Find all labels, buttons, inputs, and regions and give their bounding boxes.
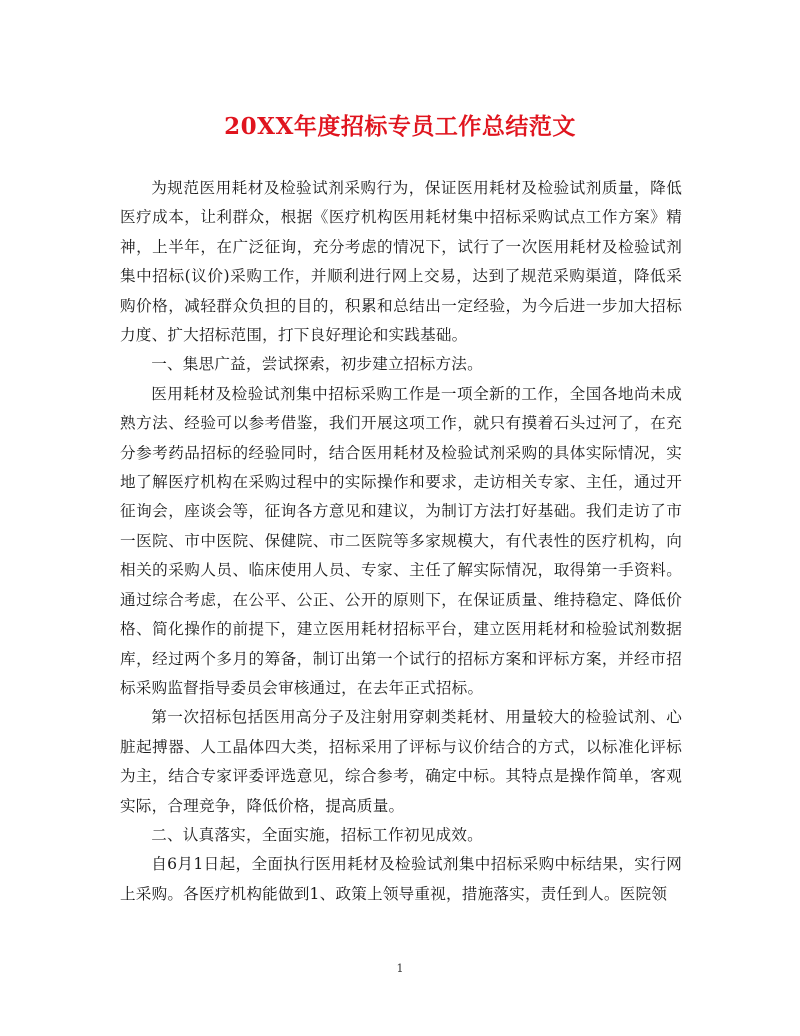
page-number: 1	[396, 962, 404, 975]
section-heading-2: 二、认真落实，全面实施，招标工作初见成效。	[151, 825, 483, 844]
document-body	[120, 174, 682, 909]
paragraph-first-tender: 第一次招标包括医用高分子及注射用穿刺类耗材、用量较大的检验试剂、心脏起搏器、人工晶体四大类，招标采用了评标与议价结合的方式，以标准化评标为主，结合专家评委评选意见，综合参考，确定中标。其特点是操作简单，客观实际，合理竞争，降低价格，提高质量。	[120, 708, 682, 815]
document-title: 20XX年度招标专员工作总结范文	[224, 113, 576, 140]
paragraph-implementation: 自6月1日起，全面执行医用耗材及检验试剂集中招标采购中标结果，实行网上采购。各医疗机构能做到1、政策上领导重视，措施落实，责任到人。医院领	[120, 855, 682, 903]
paragraph-intro: 为规范医用耗材及检验试剂采购行为，保证医用耗材及检验试剂质量，降低医疗成本，让利群众，根据《医疗机构医用耗材集中招标采购试点工作方案》精神，上半年，在广泛征询，充分考虑的情况下，试行了一次医用耗材及检验试剂集中招标(议价)采购工作，并顺利进行网上交易，达到了规范采购渠道，降低采购价格，减轻群众负担的目的，积累和总结出一定经验，为今后进一步加大招标力度、扩大招标范围，打下良好理论和实践基础。	[120, 179, 682, 345]
section-heading-1: 一、集思广益，尝试探索，初步建立招标方法。	[151, 355, 483, 374]
paragraph-method: 医用耗材及检验试剂集中招标采购工作是一项全新的工作，全国各地尚未成熟方法、经验可以参考借鉴，我们开展这项工作，就只有摸着石头过河了，在充分参考药品招标的经验同时，结合医用耗材及检验试剂采购的具体实际情况，实地了解医疗机构在采购过程中的实际操作和要求，走访相关专家、主任，通过开征询会，座谈会等，征询各方意见和建议，为制订方法打好基础。我们走访了市一医院、市中医院、保健院、市二医院等多家规模大，有代表性的医疗机构，向相关的采购人员、临床使用人员、专家、主任了解实际情况，取得第一手资料。通过综合考虑，在公平、公正、公开的原则下，在保证质量、维持稳定、降低价格、简化操作的前提下，建立医用耗材招标平台，建立医用耗材和检验试剂数据库，经过两个多月的筹备，制订出第一个试行的招标方案和评标方案，并经市招标采购监督指导委员会审核通过，在去年正式招标。	[120, 384, 682, 697]
